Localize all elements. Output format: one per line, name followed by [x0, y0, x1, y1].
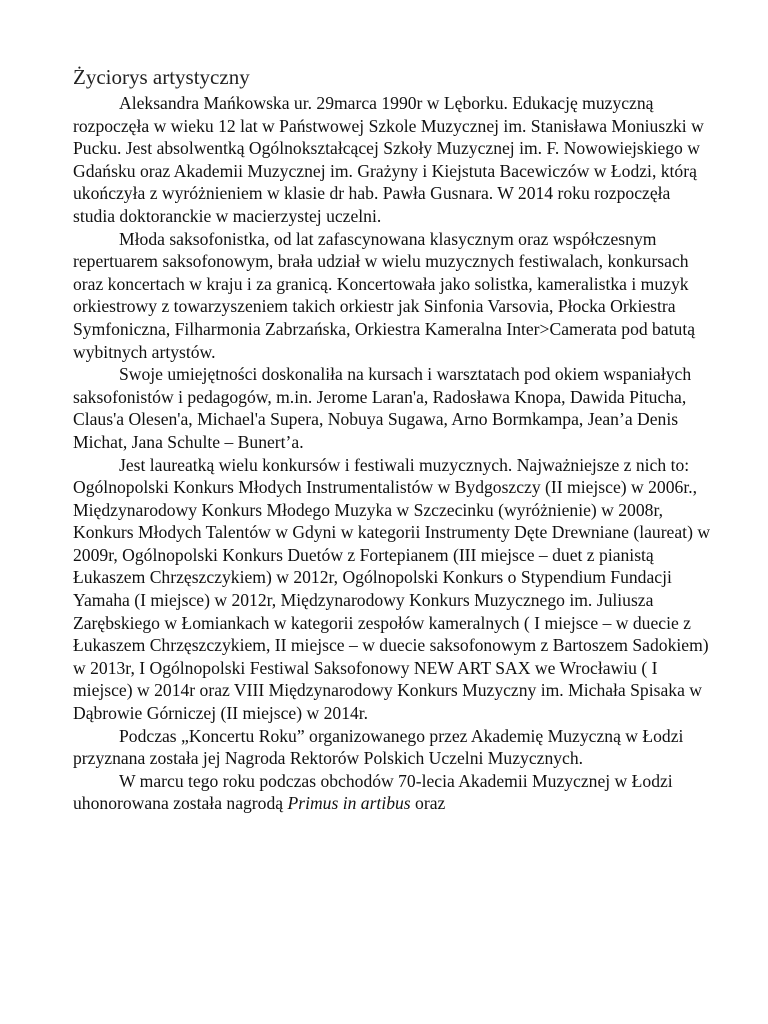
document-title: Życiorys artystyczny: [73, 65, 250, 89]
paragraph-biography-intro: Aleksandra Mańkowska ur. 29marca 1990r w Lęborku. Edukację muzyczną rozpoczęła w wieku 12 lat w Państwowej Szkole Muzycznej im. Stanisława Moniuszki w Pucku. Jest absolwentką Ogólnokształcącej Szkoły Muzycznej im. F. Nowowiejskiego w Gdańsku oraz Akademii Muzycznej im. Grażyny i Kiejstuta Bacewiczów w Łodzi, którą ukończyła z wyróżnieniem w klasie dr hab. Pawła Gusnara. W 2014 roku rozpoczęła studia doktoranckie w macierzystej uczelni.: [73, 93, 704, 226]
document-page: [73, 62, 713, 815]
primus-award-text-before: W marcu tego roku podczas obchodów 70-lecia Akademii Muzycznej w Łodzi uhonorowana została nagrodą: [73, 770, 673, 814]
primus-award-italic-title: Primus in artibus: [287, 793, 411, 814]
paragraph-concerts: Młoda saksofonistka, od lat zafascynowana klasycznym oraz współczesnym repertuarem saksofonowym, brała udział w wielu muzycznych festiwalach, konkursach oraz koncertach w kraju i za granicą. Koncertowała jako solistka, kameralistka i muzyk orkiestrowy z towarzyszeniem takich orkiestr jak Sinfonia Varsovia, Płocka Orkiestra Symfoniczna, Filharmonia Zabrzańska, Orkiestra Kameralna Inter>Camerata pod batutą wybitnych artystów.: [73, 228, 696, 362]
paragraph-primus-award: [73, 770, 713, 815]
paragraph-competitions: Jest laureatką wielu konkursów i festiwali muzycznych. Najważniejsze z nich to: Ogólnopolski Konkurs Młodych Instrumentalistów w Bydgoszczy (II miejsce) w 2006r., Międzynarodowy Konkurs Młodego Muzyka w Szczecinku (wyróżnienie) w 2008r, Konkurs Młodych Talentów w Gdyni w kategorii Instrumenty Dęte Drewniane (laureat) w 2009r, Ogólnopolski Konkurs Duetów z Fortepianem (III miejsce – duet z pianistą Łukaszem Chrzęszczykiem) w 2012r, Ogólnopolski Konkurs o Stypendium Fundacji Yamaha (I miejsce) w 2012r, Międzynarodowy Konkurs Muzycznego im. Juliusza Zarębskiego w Łomiankach w kategorii zespołów kameralnych ( I miejsce – w duecie z Łukaszem Chrzęszczykiem, II miejsce – w duecie saksofonowym z Bartoszem Sadokiem) w 2013r, I Ogólnopolski Festiwal Saksofonowy NEW ART SAX we Wrocławiu ( I miejsce) w 2014r oraz VIII Międzynarodowy Konkurs Muzyczny im. Michała Spisaka w Dąbrowie Górniczej (II miejsce) w 2014r.: [73, 454, 711, 724]
paragraph-masterclasses: Swoje umiejętności doskonaliła na kursach i warsztatach pod okiem wspaniałych saksofonistów i pedagogów, m.in. Jerome Laran'a, Radosława Knopa, Dawida Pitucha, Claus'a Olesen'a, Michael'a Supera, Nobuya Sugawa, Arno Bormkampa, Jean’a Denis Michat, Jana Schulte – Bunert’a.: [73, 364, 692, 452]
primus-award-text-after: oraz: [410, 793, 446, 814]
paragraph-rectors-award: Podczas „Koncertu Roku” organizowanego przez Akademię Muzyczną w Łodzi przyznana została jej Nagroda Rektorów Polskich Uczelni Muzycznych.: [73, 725, 684, 769]
